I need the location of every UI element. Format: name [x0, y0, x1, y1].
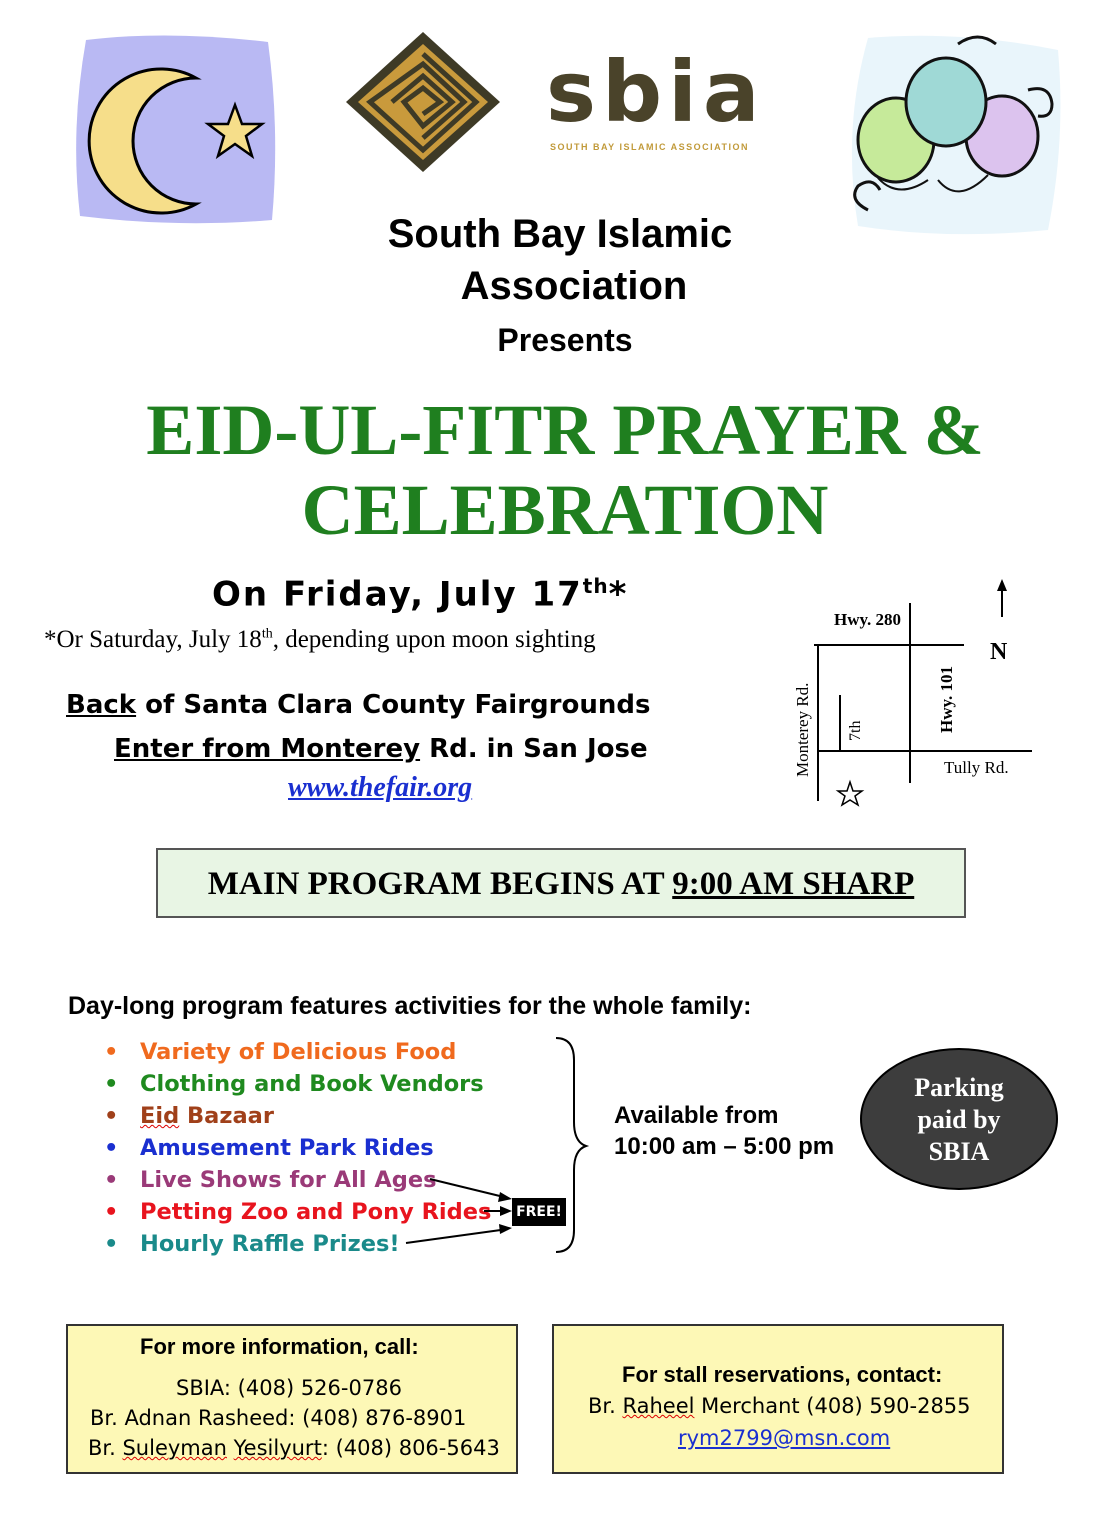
sbia-logo [546, 43, 776, 152]
feature-label: Hourly Raffle Prizes! [140, 1231, 400, 1257]
bullet-icon: • [104, 1167, 119, 1193]
map-label-hwy101: Hwy. 101 [937, 665, 956, 733]
website-link[interactable]: www.thefair.org [288, 772, 473, 803]
event-date-text: On Friday, July 17 [212, 574, 583, 615]
event-date-sup: th [582, 574, 609, 598]
info-space [227, 1436, 234, 1460]
organization-name [300, 208, 820, 312]
location-back: Back [66, 690, 137, 720]
program-prefix: MAIN PROGRAM BEGINS AT [207, 866, 673, 902]
location-city: Rd. in San Jose [420, 734, 648, 764]
alternate-date-note [44, 626, 596, 654]
presents-label: Presents [497, 322, 633, 358]
arrow-head-icon [498, 1192, 512, 1202]
bullet-icon: • [104, 1135, 119, 1161]
program-time: 9:00 AM SHARP [672, 866, 915, 902]
alt-date-sup: th [261, 626, 273, 642]
event-title-line2: CELEBRATION [301, 470, 829, 550]
map-label-seventh: 7th [847, 720, 864, 741]
parking-line3: SBIA [928, 1137, 990, 1166]
features-brace [400, 1030, 600, 1260]
bullet-icon: • [104, 1039, 119, 1065]
location-fairgrounds: of Santa Clara County Fairgrounds [136, 690, 651, 720]
feature-label-part: Eid [140, 1103, 180, 1129]
info-heading: For more information, call: [140, 1334, 419, 1359]
org-name-line2: Association [460, 264, 688, 308]
feature-label: Amusement Park Rides [140, 1135, 434, 1161]
crescent-star-icon [68, 30, 278, 225]
bullet-icon: • [104, 1199, 119, 1225]
stall-reservation-box [552, 1324, 1004, 1474]
stall-name: Raheel [622, 1394, 695, 1418]
feature-label: Clothing and Book Vendors [140, 1071, 484, 1097]
info-name2: Yesilyurt [233, 1436, 322, 1460]
balloons-icon [838, 30, 1064, 240]
availability-line2: 10:00 am – 5:00 pm [614, 1133, 835, 1160]
event-date-asterisk: * [608, 574, 629, 615]
info-suffix: : (408) 806-5643 [321, 1436, 500, 1460]
parking-badge [860, 1048, 1058, 1190]
stall-contact [588, 1394, 971, 1418]
north-arrow-icon [997, 579, 1007, 591]
arrow-head-icon [499, 1224, 512, 1234]
parking-line2: paid by [917, 1105, 1001, 1134]
info-prefix: Br. [88, 1436, 123, 1460]
info-adnan-phone: Br. Adnan Rasheed: (408) 876-8901 [90, 1406, 467, 1430]
event-title-line1: EID-UL-FITR PRAYER & [146, 390, 984, 470]
parking-line1: Parking [914, 1073, 1004, 1102]
alt-date-text: *Or Saturday, July 18 [44, 626, 262, 653]
arrow-head-icon [500, 1206, 512, 1216]
info-sbia-phone: SBIA: (408) 526-0786 [176, 1376, 402, 1400]
feature-label-part: Bazaar [179, 1103, 274, 1129]
square-kufic-icon [342, 30, 504, 175]
directions-map [780, 575, 1050, 815]
stall-heading: For stall reservations, contact: [622, 1362, 943, 1387]
main-program-banner [156, 848, 966, 918]
contact-info-box [66, 1324, 518, 1474]
event-title [60, 390, 1070, 550]
destination-star-icon [838, 782, 862, 805]
location-line1 [66, 690, 650, 720]
stall-prefix: Br. [588, 1394, 623, 1418]
stall-suffix: Merchant (408) 590-2855 [694, 1394, 971, 1418]
sbia-logo-subtext: SOUTH BAY ISLAMIC ASSOCIATION [550, 142, 750, 152]
feature-label: Live Shows for All Ages [140, 1167, 437, 1193]
alt-date-suffix: , depending upon moon sighting [272, 626, 596, 653]
stall-email-link[interactable]: rym2799@msn.com [678, 1426, 891, 1450]
location-enter: Enter from Monterey [114, 734, 421, 764]
event-date [212, 574, 628, 618]
free-badge: FREE! [512, 1198, 566, 1226]
info-suleyman-phone [88, 1436, 500, 1460]
org-name-line1: South Bay Islamic [387, 212, 733, 256]
features-intro: Day-long program features activities for the whole family: [68, 992, 752, 1020]
map-label-monterey: Monterey Rd. [793, 682, 812, 777]
bullet-icon: • [104, 1231, 119, 1257]
feature-label: Variety of Delicious Food [140, 1039, 457, 1065]
bullet-icon: • [104, 1103, 119, 1129]
location-line2 [114, 734, 648, 764]
map-label-tully: Tully Rd. [944, 758, 1009, 777]
feature-label [140, 1103, 274, 1129]
availability-hours [614, 1100, 834, 1162]
map-label-north: N [990, 639, 1008, 665]
map-label-hwy280: Hwy. 280 [834, 610, 902, 629]
feature-label: Petting Zoo and Pony Rides [140, 1199, 492, 1225]
bullet-icon: • [104, 1071, 119, 1097]
sbia-logo-text: sbia [546, 43, 766, 141]
info-name1: Suleyman [122, 1436, 227, 1460]
availability-line1: Available from [614, 1102, 779, 1129]
